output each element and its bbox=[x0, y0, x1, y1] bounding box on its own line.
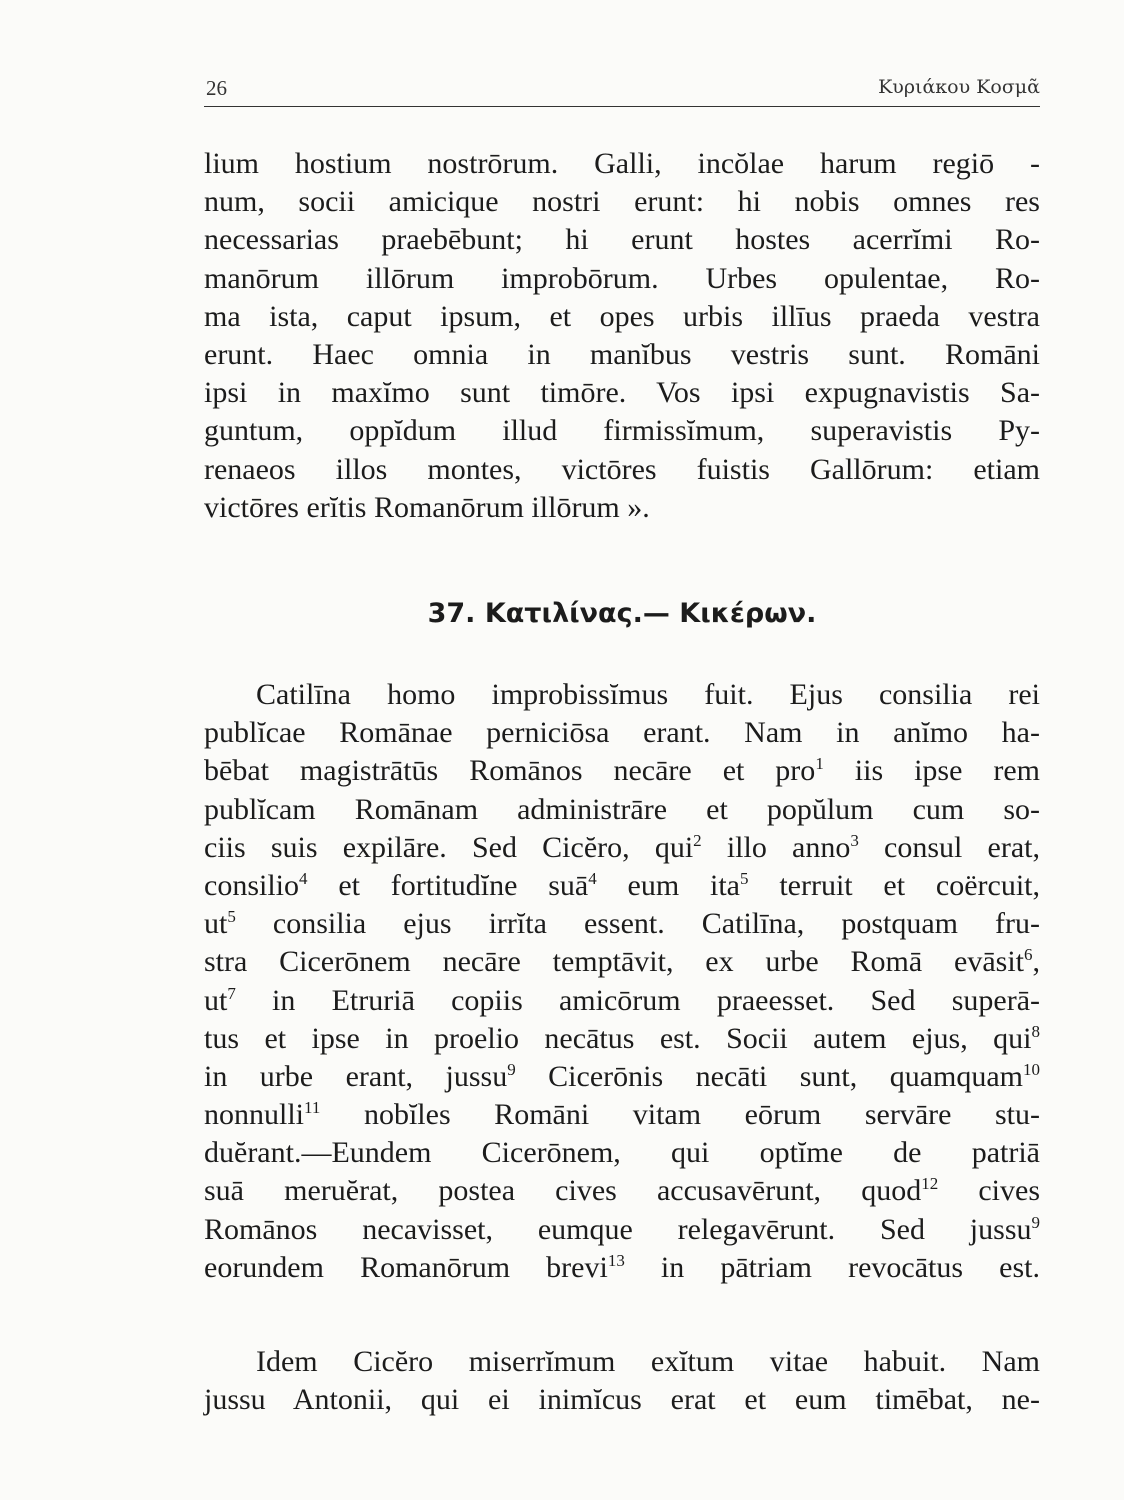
footnote-marker: 4 bbox=[588, 868, 597, 888]
footnote-marker: 5 bbox=[740, 868, 749, 888]
footnote-marker: 11 bbox=[304, 1098, 321, 1118]
text-line: ciis suis expilāre. Sed Cicĕro, qui$^2$ illo anno$^3$ consul erat, bbox=[204, 830, 1040, 864]
text-line: ipsi in maxĭmo sunt timōre. Vos ipsi expugnavistis Sa- bbox=[204, 376, 1040, 410]
text-line: ma ista, caput ipsum, et opes urbis illīus praeda vestra bbox=[204, 299, 1040, 333]
text-line: publĭcae Romānae perniciōsa erant. Nam in anĭmo ha- bbox=[204, 716, 1040, 750]
text-line: eorundem Romanōrum brevi$^{13}$ in pātriam revocātus est. bbox=[204, 1250, 1040, 1284]
text-line: nonnulli$^{11}$ nobĭles Romāni vitam eōrum servāre stu- bbox=[204, 1098, 1040, 1132]
text-line: Idem Cicĕro miserrĭmum exĭtum vitae habuit. Nam bbox=[256, 1345, 1040, 1378]
paragraph-cicero-death bbox=[204, 1343, 1040, 1419]
text-line: guntum, oppĭdum illud firmissĭmum, superavistis Py- bbox=[204, 414, 1040, 448]
footnote-marker: 8 bbox=[1031, 1021, 1040, 1041]
text-line: consilio$^4$ et fortitudĭne suā$^4$ eum ita$^5$ terruit et coërcuit, bbox=[204, 868, 1041, 902]
footnote-marker: 9 bbox=[507, 1059, 516, 1079]
paragraph-hannibal-speech bbox=[204, 145, 1040, 527]
text-line: num, socii amicique nostri erunt: hi nobis omnes res bbox=[204, 185, 1040, 219]
footnote-marker: 1 bbox=[815, 754, 824, 774]
footnote-marker: 12 bbox=[921, 1174, 939, 1194]
footnote-marker: 9 bbox=[1031, 1212, 1040, 1232]
text-line: renaeos illos montes, victōres fuistis Gallōrum: etiam bbox=[204, 452, 1040, 486]
text-line: manōrum illōrum improbōrum. Urbes opulentae, Ro- bbox=[204, 261, 1040, 295]
text-line: in urbe erant, jussu$^9$ Cicerōnis necāti sunt, quamquam$^{10}$ bbox=[204, 1059, 1040, 1093]
footnote-marker: 2 bbox=[693, 830, 702, 850]
text-line: tus et ipse in proelio necātus est. Socii autem ejus, qui$^8$ bbox=[204, 1021, 1040, 1055]
footnote-marker: 7 bbox=[227, 983, 236, 1003]
text-line: erunt. Haec omnia in manĭbus vestris sunt. Romāni bbox=[204, 337, 1040, 371]
footnote-marker: 4 bbox=[299, 868, 308, 888]
footnote-marker: 5 bbox=[227, 907, 236, 927]
paragraph-catilina bbox=[204, 676, 1040, 1287]
text-line: $ut^5$ consilia ejus irrĭta essent. Catilīna, postquam fru- bbox=[204, 907, 1040, 941]
text-line: $ut^7$ in Etruriā copiis amicōrum praeesset. Sed superā- bbox=[204, 983, 1040, 1017]
text-line: victōres erĭtis Romanōrum illōrum ». bbox=[204, 490, 650, 524]
text-line: lium hostium nostrōrum. Galli, incŏlae harum regiō - bbox=[204, 147, 1040, 180]
text-line: jussu Antonii, qui ei inimĭcus erat et eum timēbat, ne- bbox=[204, 1383, 1040, 1417]
page-header bbox=[204, 74, 1040, 107]
section-heading: 37. Κατιλίνας.— Κικέρων. bbox=[427, 598, 817, 629]
text-line: duĕrant.—Eundem Cicerōnem, qui optĭme de patriā bbox=[204, 1136, 1040, 1170]
footnote-marker: 6 bbox=[1024, 945, 1033, 965]
footnote-marker: 13 bbox=[607, 1250, 625, 1270]
text-line: necessarias praebēbunt; hi erunt hostes acerrĭmi Ro- bbox=[204, 223, 1040, 257]
text-line: suā meruĕrat, postea cives accusavērunt, quod$^{12}$ cives bbox=[204, 1174, 1040, 1208]
footnote-marker: 10 bbox=[1023, 1059, 1040, 1079]
page-number: 26 bbox=[206, 76, 227, 100]
text-line: bēbat magistrātūs Romānos necāre et pro$^1$ iis ipse rem bbox=[204, 754, 1040, 788]
text-line: Catilīna homo improbissĭmus fuit. Ejus consilia rei bbox=[256, 678, 1040, 711]
footnote-marker: 3 bbox=[850, 830, 859, 850]
running-title: Κυριάκου Κοσμᾶ bbox=[878, 76, 1040, 98]
text-line: publĭcam Romānam administrāre et popŭlum cum so- bbox=[204, 792, 1040, 826]
text-line: Romānos necavisset, eumque relegavērunt. Sed jussu$^9$ bbox=[204, 1212, 1040, 1246]
text-line: stra Cicerōnem necāre temptāvit, ex urbe Romā evāsit$^6$, bbox=[204, 945, 1040, 979]
